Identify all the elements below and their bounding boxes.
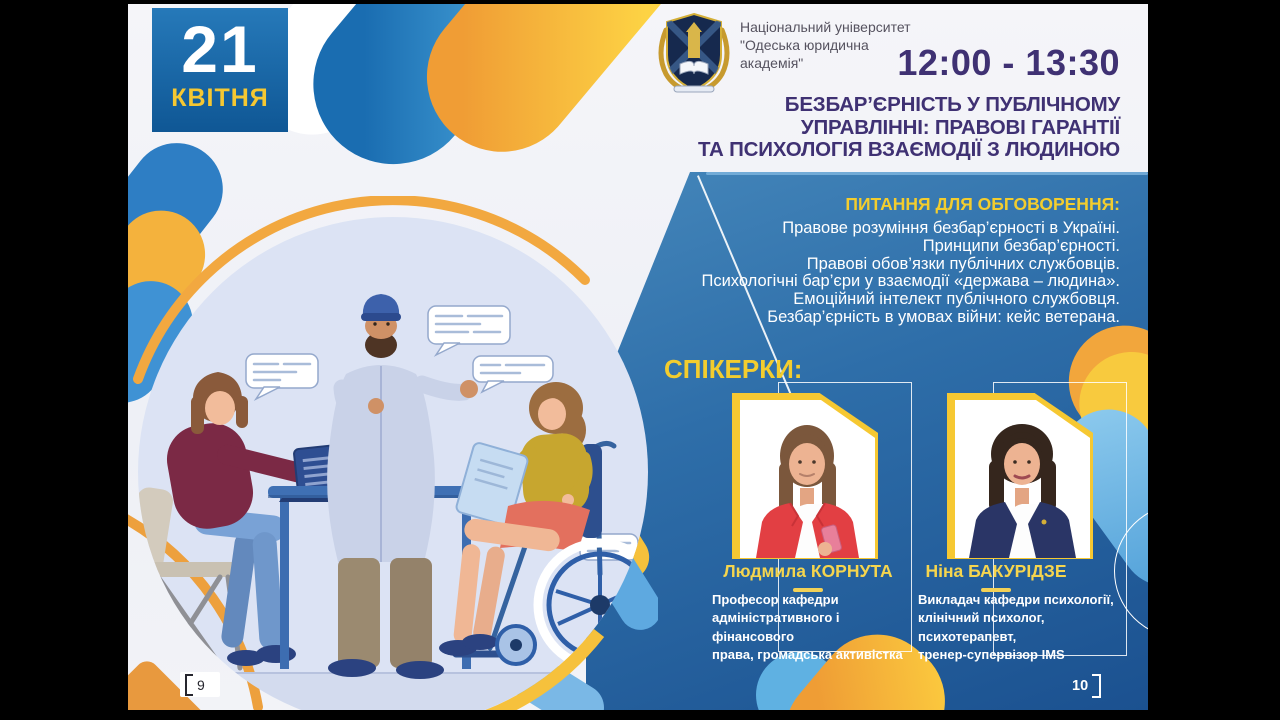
page-number-left bbox=[180, 672, 220, 697]
university-name-line: Національний університет bbox=[740, 19, 911, 35]
speaker-name: Людмила КОРНУТА bbox=[723, 561, 893, 581]
panel-top-highlight bbox=[706, 172, 1148, 175]
date-month: КВІТНЯ bbox=[171, 84, 269, 112]
university-crest-icon bbox=[656, 10, 732, 94]
event-title-line: БЕЗБАР’ЄРНІСТЬ У ПУБЛІЧНОМУ bbox=[784, 93, 1120, 116]
bracket-icon bbox=[185, 674, 193, 696]
event-poster bbox=[128, 4, 1148, 710]
speaker-role: Професор кафедри адміністративного і фінансового права, громадська активістка bbox=[712, 592, 903, 662]
date-day: 21 bbox=[181, 12, 259, 86]
date-badge bbox=[152, 8, 288, 132]
agenda-item: Безбар’єрність в умовах війни: кейс ветерана. bbox=[767, 307, 1120, 326]
speaker-photo-ludmyla bbox=[740, 400, 875, 558]
page-number: 10 bbox=[1072, 678, 1089, 694]
university-name-line: "Одеська юридична bbox=[740, 37, 869, 53]
page-number-right bbox=[1072, 674, 1101, 698]
illustration-inclusive-meeting bbox=[128, 196, 658, 710]
agenda-heading: ПИТАННЯ ДЛЯ ОБГОВОРЕННЯ: bbox=[845, 194, 1120, 214]
speaker-photo-nina bbox=[955, 400, 1090, 558]
agenda-item: Принципи безбар’єрності. bbox=[922, 236, 1120, 255]
speaker-role: Викладач кафедри психології, клінічний психолог, психотерапевт, тренер-супервізор IMS bbox=[918, 592, 1114, 662]
event-title-line: УПРАВЛІННІ: ПРАВОВІ ГАРАНТІЇ bbox=[800, 115, 1120, 139]
page-number: 9 bbox=[197, 676, 205, 693]
event-time: 12:00 - 13:30 bbox=[897, 42, 1120, 83]
event-title bbox=[698, 94, 1120, 162]
event-title-line: ТА ПСИХОЛОГІЯ ВЗАЄМОДІЇ З ЛЮДИНОЮ bbox=[697, 138, 1120, 161]
agenda-list bbox=[701, 220, 1120, 327]
agenda-item: Емоційний інтелект публічного службовця. bbox=[793, 290, 1120, 309]
agenda-item: Психологічні бар’єри у взаємодії «держава – людина». bbox=[701, 272, 1120, 291]
speaker-name: Ніна БАКУРІДЗЕ bbox=[925, 561, 1067, 581]
speakers-heading: СПІКЕРКИ: bbox=[664, 354, 803, 384]
bracket-icon bbox=[1092, 674, 1101, 698]
agenda-item: Правові обов’язки публічних службовців. bbox=[806, 254, 1120, 273]
university-name-line: академія" bbox=[740, 55, 804, 71]
agenda-item: Правове розуміння безбар’єрності в Україні. bbox=[782, 219, 1120, 237]
